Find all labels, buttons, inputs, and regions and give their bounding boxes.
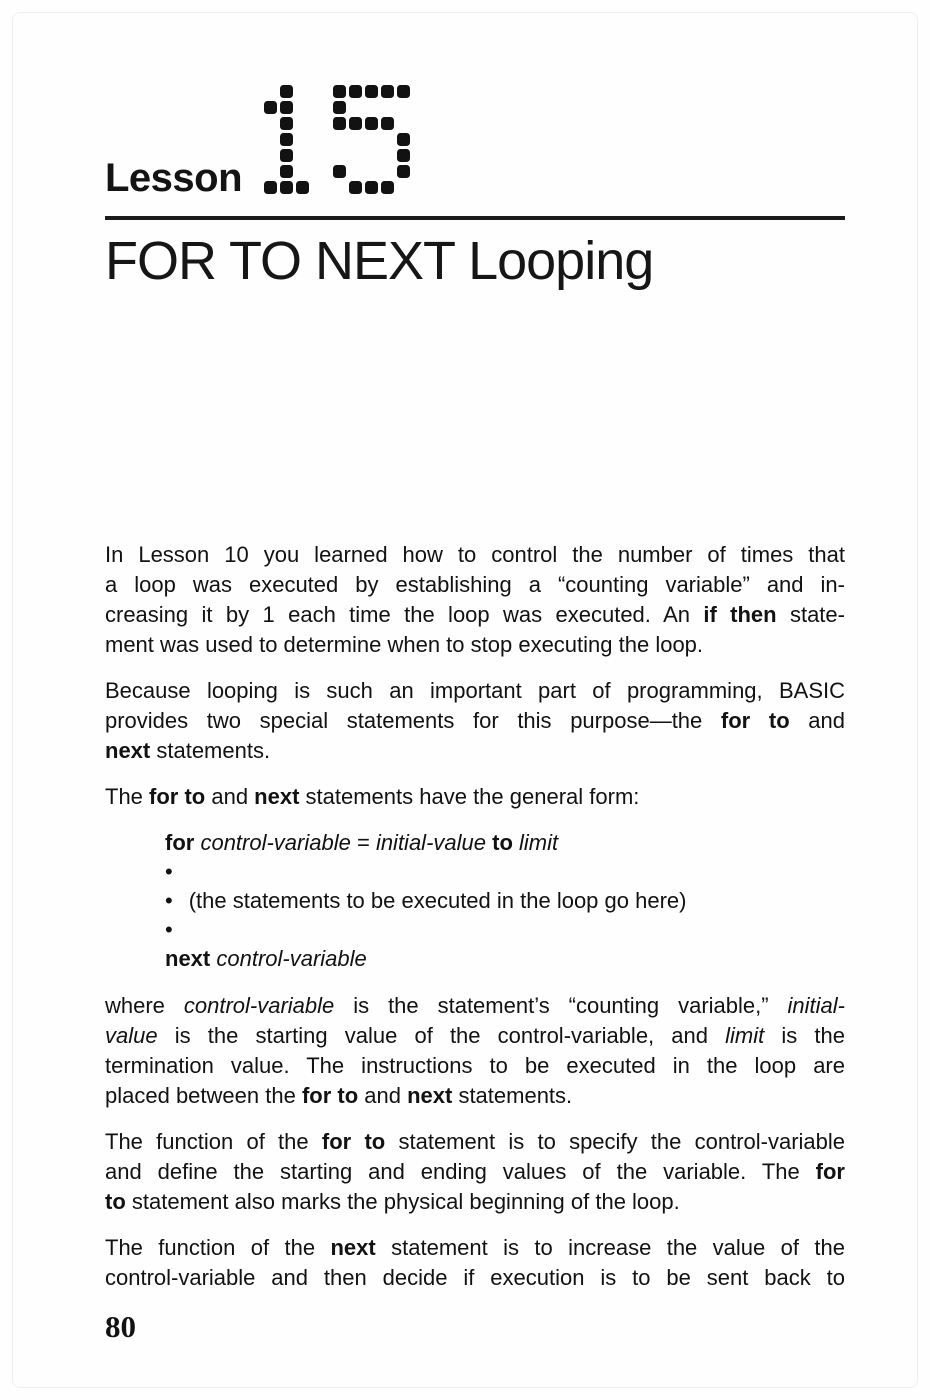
text-segment: In Lesson 10 you learned how to control the number of times that xyxy=(105,542,845,568)
text-segment: and xyxy=(789,708,845,734)
dot xyxy=(381,85,394,98)
text-segment: control-variable and then decide if execution is to be sent back to xyxy=(105,1265,845,1291)
dot xyxy=(365,117,378,130)
text-segment: a loop was executed by establishing a “counting variable” and in- xyxy=(105,572,845,598)
text-line xyxy=(105,782,845,812)
dot-empty xyxy=(296,133,309,146)
dot-empty xyxy=(296,117,309,130)
divider-rule xyxy=(105,216,845,220)
dot xyxy=(280,117,293,130)
text-segment: statements have the general form: xyxy=(299,784,640,810)
chapter-title: FOR TO NEXT Looping xyxy=(105,231,654,291)
text-segment: and xyxy=(358,1083,408,1109)
text-segment: for to xyxy=(321,1129,386,1155)
text-segment: statements. xyxy=(452,1083,573,1109)
dot xyxy=(381,117,394,130)
text-segment: control-variable xyxy=(200,830,351,856)
dot xyxy=(280,149,293,162)
paragraph xyxy=(105,676,845,766)
dot-empty xyxy=(381,165,394,178)
bullet-icon: • xyxy=(165,888,173,914)
text-segment: statements. xyxy=(150,738,271,764)
code-bullet-line xyxy=(165,886,845,915)
dot-empty xyxy=(365,149,378,162)
paragraph xyxy=(105,991,845,1111)
dot xyxy=(296,181,309,194)
text-line xyxy=(105,1233,845,1263)
dot-empty xyxy=(365,165,378,178)
text-segment: The function of the xyxy=(105,1235,331,1261)
text-segment: value xyxy=(105,1023,158,1049)
text-segment: The xyxy=(105,784,150,810)
text-line xyxy=(105,676,845,706)
text-line xyxy=(105,630,845,660)
dot xyxy=(333,85,346,98)
dot-empty xyxy=(349,101,362,114)
text-segment: is the statement’s “counting variable,” xyxy=(334,993,788,1019)
dot xyxy=(349,181,362,194)
text-segment: is the xyxy=(764,1023,846,1049)
text-segment: is the starting value of the control-variable, and xyxy=(157,1023,726,1049)
dot-empty xyxy=(333,133,346,146)
dot xyxy=(381,181,394,194)
dot-empty xyxy=(349,149,362,162)
lesson-row xyxy=(105,85,845,200)
dot-empty xyxy=(365,101,378,114)
dot xyxy=(264,181,277,194)
dot-empty xyxy=(333,181,346,194)
code-statement-line xyxy=(165,828,845,857)
lesson-number-dot-matrix xyxy=(264,85,410,194)
text-segment: Because looping is such an important part of programming, BASIC xyxy=(105,678,845,704)
page-footer xyxy=(105,1309,845,1345)
text-segment: to xyxy=(105,1189,126,1215)
dot xyxy=(280,133,293,146)
dot-empty xyxy=(264,85,277,98)
text-line xyxy=(105,1127,845,1157)
dot-empty xyxy=(264,149,277,162)
dot-empty xyxy=(296,85,309,98)
text-segment: next xyxy=(254,784,300,810)
text-segment: next xyxy=(330,1235,376,1261)
text-segment: where xyxy=(105,993,184,1019)
code-bullet-line xyxy=(165,915,845,944)
dot xyxy=(280,85,293,98)
dot xyxy=(365,181,378,194)
text-segment: if then xyxy=(703,602,777,628)
text-segment: = xyxy=(350,830,376,856)
lesson-label: Lesson xyxy=(105,156,243,200)
dot xyxy=(333,165,346,178)
text-segment: initial- xyxy=(787,993,845,1019)
paragraph xyxy=(105,540,845,660)
dot xyxy=(349,85,362,98)
body-text xyxy=(105,540,845,1293)
text-segment: initial-value xyxy=(375,830,486,856)
text-line xyxy=(105,570,845,600)
dot xyxy=(397,165,410,178)
dot-empty xyxy=(381,101,394,114)
dot-empty xyxy=(365,133,378,146)
text-segment: for to xyxy=(301,1083,359,1109)
text-segment: statement is to increase the value of the xyxy=(375,1235,845,1261)
text-line xyxy=(105,1263,845,1293)
bullet-icon: • xyxy=(165,917,173,943)
dot xyxy=(365,85,378,98)
text-segment: control-variable xyxy=(216,946,367,972)
dot xyxy=(280,101,293,114)
dot-empty xyxy=(296,149,309,162)
text-line xyxy=(105,540,845,570)
text-line xyxy=(105,706,845,736)
paragraph xyxy=(105,782,845,812)
text-line xyxy=(105,1081,845,1111)
bullet-icon: • xyxy=(165,859,173,885)
text-segment: state- xyxy=(776,602,845,628)
text-line xyxy=(105,1051,845,1081)
text-segment: creasing it by 1 each time the loop was executed. An xyxy=(105,602,704,628)
text-line xyxy=(105,600,845,630)
dot-empty xyxy=(397,117,410,130)
dot xyxy=(397,133,410,146)
text-line xyxy=(105,1187,845,1217)
text-line xyxy=(105,736,845,766)
text-segment: (the statements to be executed in the loop go here) xyxy=(188,888,687,914)
dot-empty xyxy=(333,149,346,162)
dot-empty xyxy=(397,181,410,194)
text-segment: to xyxy=(492,830,513,856)
dot xyxy=(280,181,293,194)
text-segment: and xyxy=(205,784,255,810)
page-number: 80 xyxy=(105,1309,136,1345)
text-segment: next xyxy=(105,738,151,764)
dot-empty xyxy=(264,117,277,130)
text-line xyxy=(105,1157,845,1187)
code-statement-line xyxy=(165,944,845,973)
text-line xyxy=(105,991,845,1021)
text-segment: provides two special statements for this purpose—the xyxy=(105,708,721,734)
dot-matrix-digit-1 xyxy=(264,85,309,194)
text-segment: limit xyxy=(725,1023,765,1049)
dot-empty xyxy=(381,149,394,162)
dot-empty xyxy=(264,133,277,146)
text-segment: next xyxy=(407,1083,453,1109)
dot xyxy=(333,101,346,114)
dot xyxy=(397,85,410,98)
dot-empty xyxy=(397,101,410,114)
text-segment: ment was used to determine when to stop executing the loop. xyxy=(105,632,704,658)
dot xyxy=(264,101,277,114)
text-segment: placed between the xyxy=(105,1083,302,1109)
dot xyxy=(349,117,362,130)
code-block xyxy=(105,828,845,973)
dot xyxy=(333,117,346,130)
dot-empty xyxy=(264,165,277,178)
text-segment: for to xyxy=(149,784,206,810)
dot-empty xyxy=(296,165,309,178)
paragraph xyxy=(105,1127,845,1217)
lesson-header xyxy=(105,85,845,292)
dot-empty xyxy=(296,101,309,114)
text-segment: for xyxy=(165,830,195,856)
dot-matrix-digit-5 xyxy=(333,85,410,194)
text-segment: and define the starting and ending values of the variable. The xyxy=(105,1159,816,1185)
dot xyxy=(280,165,293,178)
dot-empty xyxy=(349,133,362,146)
dot xyxy=(397,149,410,162)
dot-empty xyxy=(349,165,362,178)
text-segment: limit xyxy=(519,830,559,856)
text-segment: statement is to specify the control-variable xyxy=(385,1129,846,1155)
text-segment: statement also marks the physical beginning of the loop. xyxy=(125,1189,680,1215)
text-segment: next xyxy=(165,946,211,972)
text-segment: for to xyxy=(720,708,790,734)
text-segment: control-variable xyxy=(183,993,335,1019)
text-segment: for xyxy=(815,1159,845,1185)
text-segment: The function of the xyxy=(105,1129,322,1155)
text-segment: termination value. The instructions to be executed in the loop are xyxy=(105,1053,845,1079)
paragraph xyxy=(105,1233,845,1293)
code-bullet-line xyxy=(165,857,845,886)
text-line xyxy=(105,1021,845,1051)
dot-empty xyxy=(381,133,394,146)
